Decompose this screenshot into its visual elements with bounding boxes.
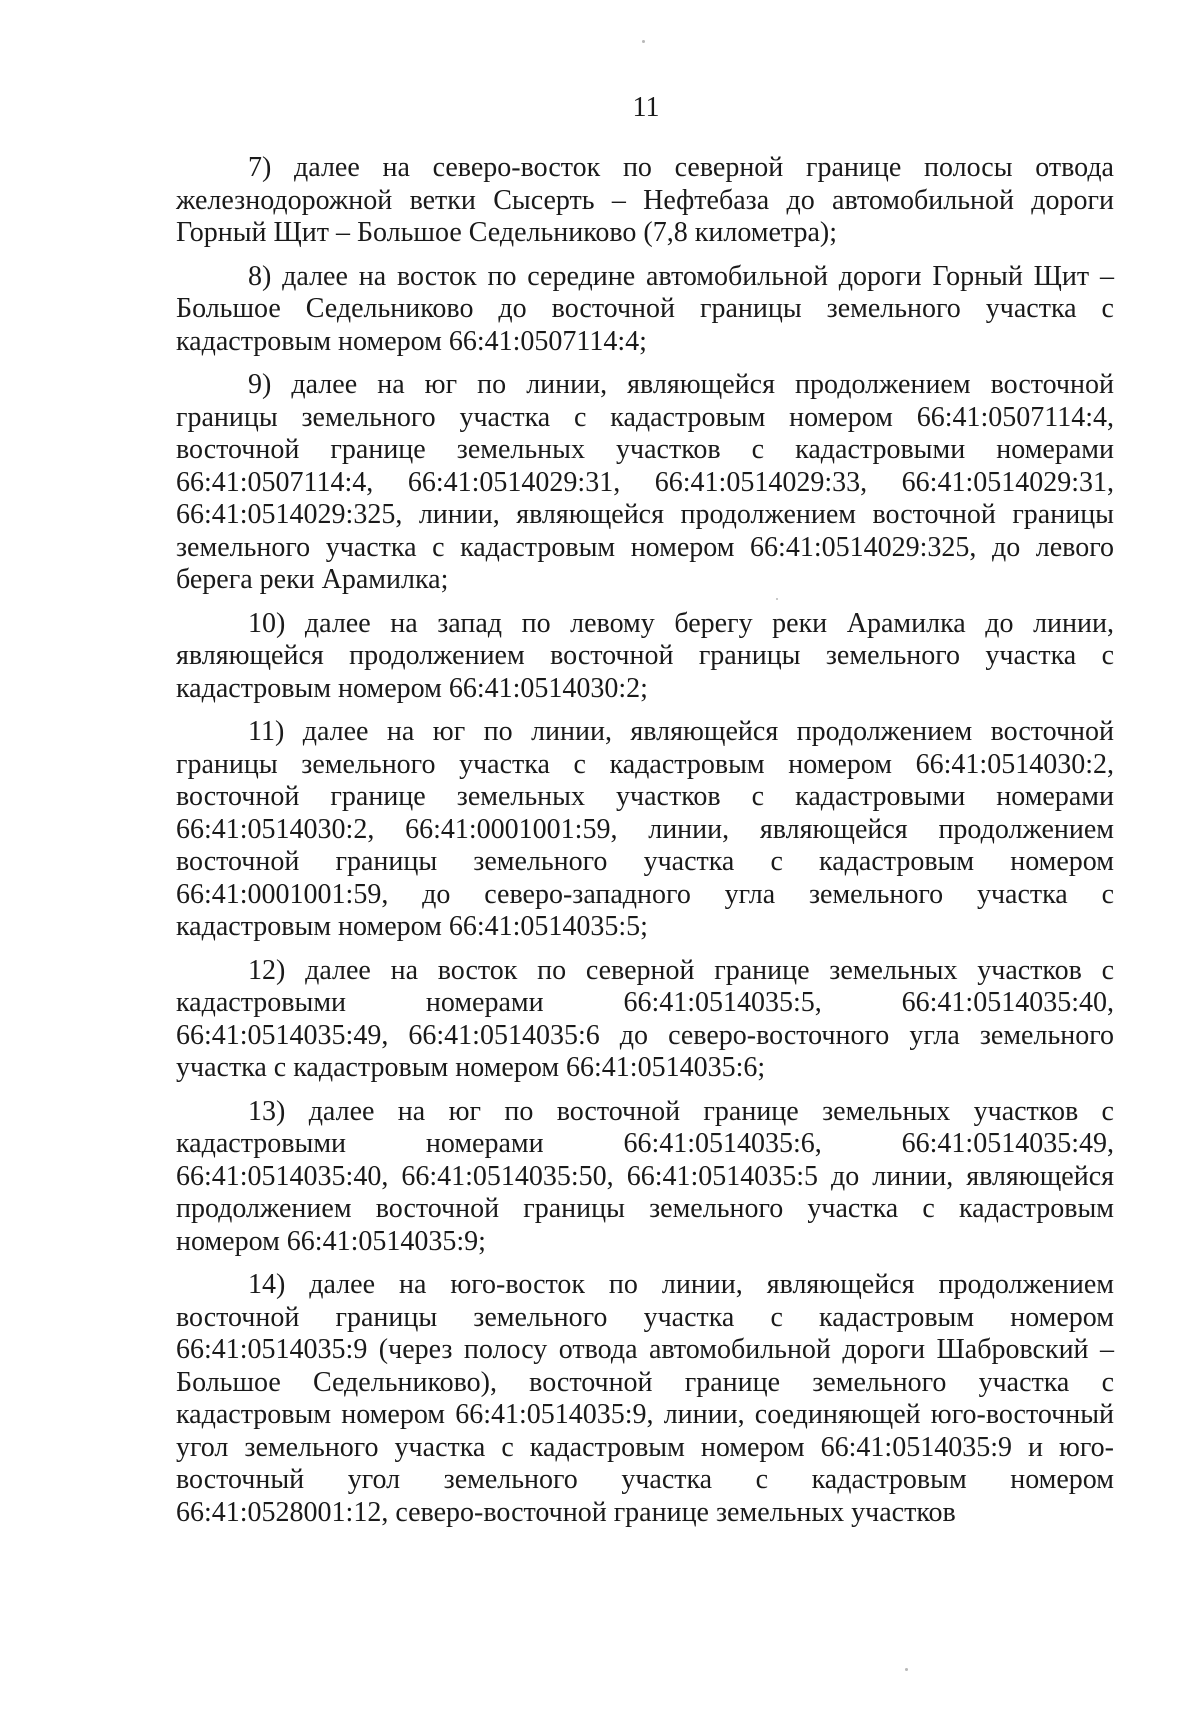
page-number: 11	[632, 92, 660, 123]
paragraph-14: 14) далее на юго-восток по линии, являющейся продолжением восточной границы земельного участка с кадастровым номером 66:41:0514035:9 (через полосу отвода автомобильной дороги Шабровский – Большое Седельниково), восточной границе земельного участка с кадастровым номером 66:41:0514035:9, линии, соединяющей юго-восточный угол земельного участка с кадастровым номером 66:41:0514035:9 и юго-восточный угол земельного участка с кадастровым номером 66:41:0528001:12, северо-восточной границе земельных участков	[176, 1269, 1114, 1528]
paragraph-8: 8) далее на восток по середине автомобильной дороги Горный Щит – Большое Седельниково до восточной границы земельного участка с кадастровым номером 66:41:0507114:4;	[176, 260, 1114, 357]
paragraph-10: 10) далее на запад по левому берегу реки Арамилка до линии, являющейся продолжением восточной границы земельного участка с кадастровым номером 66:41:0514030:2;	[176, 607, 1114, 704]
paragraph-13: 13) далее на юг по восточной границе земельных участков с кадастровыми номерами 66:41:0514035:6, 66:41:0514035:49, 66:41:0514035:40, 66:41:0514035:50, 66:41:0514035:5 до линии, являющейся продолжением восточной границы земельного участка с кадастровым номером 66:41:0514035:9;	[176, 1095, 1114, 1257]
scan-speck	[642, 40, 645, 43]
paragraph-9: 9) далее на юг по линии, являющейся продолжением восточной границы земельного участка с кадастровым номером 66:41:0507114:4, восточной границе земельных участков с кадастровыми номерами 66:41:0507114:4, 66:41:0514029:31, 66:41:0514029:33, 66:41:0514029:31, 66:41:0514029:325, линии, являющейся продолжением восточной границы земельного участка с кадастровым номером 66:41:0514029:325, до левого берега реки Арамилка;	[176, 369, 1114, 595]
document-body	[176, 152, 1114, 1540]
paragraph-12: 12) далее на восток по северной границе земельных участков с кадастровыми номерами 66:41:0514035:5, 66:41:0514035:40, 66:41:0514035:49, 66:41:0514035:6 до северо-восточного угла земельного участка с кадастровым номером 66:41:0514035:6;	[176, 954, 1114, 1083]
scan-speck	[776, 598, 778, 600]
paragraph-7: 7) далее на северо-восток по северной границе полосы отвода железнодорожной ветки Сысерть – Нефтебаза до автомобильной дороги Горный Щит – Большое Седельниково (7,8 километра);	[176, 152, 1114, 248]
scan-speck	[905, 1668, 908, 1671]
paragraph-11: 11) далее на юг по линии, являющейся продолжением восточной границы земельного участка с кадастровым номером 66:41:0514030:2, восточной границе земельных участков с кадастровыми номерами 66:41:0514030:2, 66:41:0001001:59, линии, являющейся продолжением восточной границы земельного участка с кадастровым номером 66:41:0001001:59, до северо-западного угла земельного участка с кадастровым номером 66:41:0514035:5;	[176, 716, 1114, 942]
